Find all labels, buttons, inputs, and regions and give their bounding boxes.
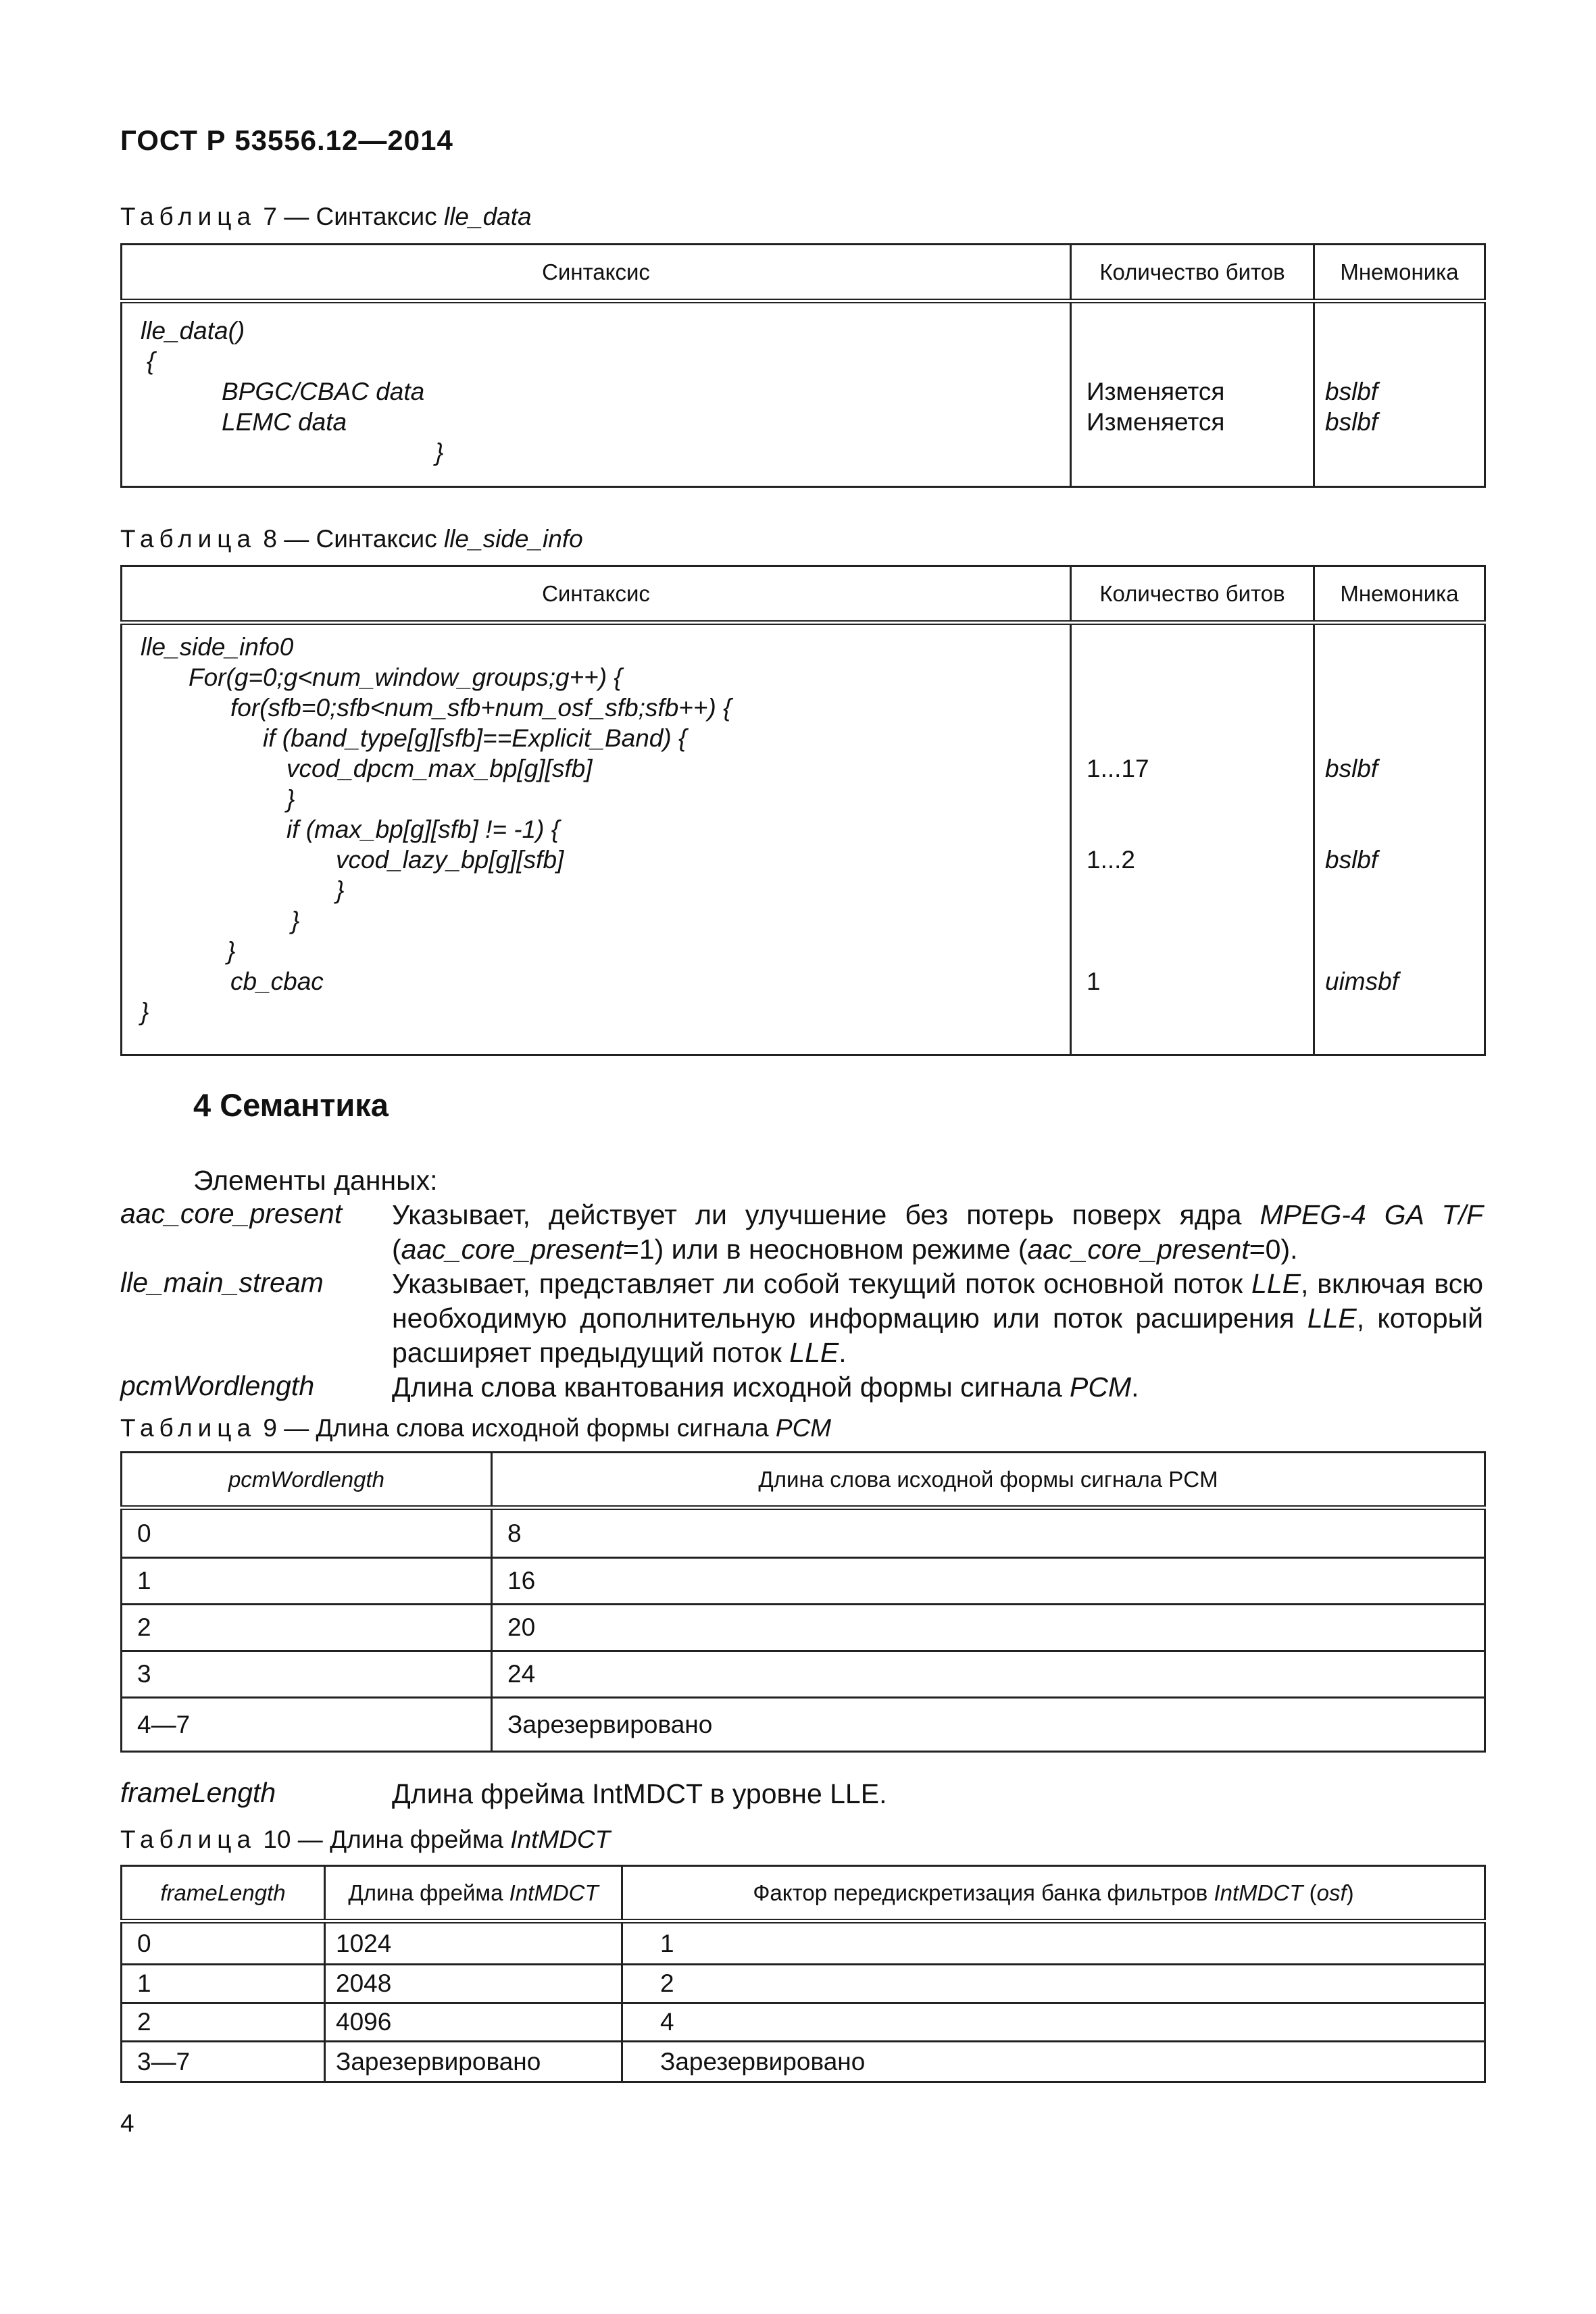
bits-cell: [1071, 301, 1314, 487]
syntax-line: }: [435, 438, 444, 466]
cell: 16: [492, 1558, 1485, 1605]
table9: [120, 1451, 1486, 1753]
cell: 3—7: [122, 2042, 325, 2082]
header-text: Длина фрейма: [348, 1880, 503, 1905]
col-syntax: Синтаксис: [122, 566, 1071, 623]
table8-caption: [120, 525, 583, 553]
def-text: .: [1131, 1372, 1139, 1403]
table10: [120, 1865, 1486, 2083]
table-row: [122, 1698, 1485, 1752]
term-aac-core-present: aac_core_present: [120, 1198, 343, 1229]
cell: 4—7: [122, 1698, 492, 1752]
def-term: MPEG-4 GA T/F: [1260, 1199, 1484, 1230]
table-row: [122, 1921, 1485, 1965]
bits-value: 1...17: [1087, 755, 1149, 782]
caption-label: Таблица: [120, 525, 257, 553]
bits-value: 1: [1087, 967, 1101, 995]
def-text: (: [392, 1234, 401, 1265]
bits-value: [1087, 662, 1313, 693]
cell: 0: [122, 1508, 492, 1558]
col-wordlength-value: Длина слова исходной формы сигнала PCM: [492, 1453, 1485, 1508]
definition-pcm-wordlength: [392, 1370, 1483, 1405]
cell: 20: [492, 1605, 1485, 1651]
def-text: .: [839, 1337, 847, 1368]
syntax-line: For(g=0;g<num_window_groups;g++) {: [189, 663, 622, 691]
def-text: =1) или в неосновном режиме (: [622, 1234, 1028, 1265]
cell: 0: [122, 1921, 325, 1965]
mnemonic-cell: [1314, 301, 1485, 487]
syntax-line: {: [147, 347, 155, 375]
bits-value: [1087, 875, 1313, 905]
table-row: [122, 1651, 1485, 1698]
mnemonic-value: bslbf: [1325, 755, 1378, 782]
cell: 4: [622, 2003, 1485, 2042]
def-term: LLE: [1307, 1303, 1357, 1334]
header-term: osf: [1316, 1880, 1347, 1905]
bits-value: 1...2: [1087, 846, 1135, 874]
caption-number: 10 — Длина фрейма: [263, 1826, 503, 1853]
syntax-line: if (band_type[g][sfb]==Explicit_Band) {: [263, 724, 687, 752]
def-term: LLE: [1251, 1268, 1301, 1299]
mnemonic-value: [1325, 632, 1484, 662]
bits-cell: [1071, 623, 1314, 1055]
caption-label: Таблица: [120, 1826, 257, 1853]
syntax-cell: [122, 301, 1071, 487]
cell: Зарезервировано: [622, 2042, 1485, 2082]
bits-value: [1087, 814, 1313, 845]
header-text: Фактор передискретизация банка фильтров: [753, 1880, 1208, 1905]
col-syntax: Синтаксис: [122, 245, 1071, 301]
bits-value: [1087, 784, 1313, 814]
syntax-line: if (max_bp[g][sfb] != -1) {: [286, 815, 560, 843]
def-term: PCM: [1070, 1372, 1132, 1403]
cell: 2: [122, 2003, 325, 2042]
caption-name: lle_side_info: [443, 525, 583, 553]
bits-value: Изменяется: [1087, 408, 1225, 436]
syntax-line: }: [141, 998, 149, 1026]
col-frame-length: frameLength: [122, 1866, 325, 1921]
col-bits: Количество битов: [1071, 566, 1314, 623]
col-mnemonic: Мнемоника: [1314, 245, 1485, 301]
def-text: Длина слова квантования исходной формы сигнала: [392, 1372, 1070, 1403]
cell: 1: [122, 1558, 492, 1605]
cell: 2: [622, 1965, 1485, 2003]
table8: [120, 565, 1486, 1056]
mnemonic-value: bslbf: [1325, 408, 1378, 436]
table-row: [122, 1605, 1485, 1651]
bits-value: [1087, 632, 1313, 662]
cell: Зарезервировано: [325, 2042, 622, 2082]
caption-number: 9 — Длина слова исходной формы сигнала: [263, 1414, 769, 1442]
mnemonic-cell: [1314, 623, 1485, 1055]
cell: 4096: [325, 2003, 622, 2042]
header-term: IntMDCT: [1214, 1880, 1303, 1905]
syntax-line: BPGC/CBAC data: [222, 378, 425, 405]
mnemonic-value: [1325, 723, 1484, 753]
def-text: , который расширяет предыдущий поток: [392, 1303, 1483, 1368]
table10-caption: [120, 1826, 610, 1854]
bits-value: [1087, 723, 1313, 753]
bits-value: [1087, 936, 1313, 966]
table7-caption: [120, 203, 532, 231]
data-elements-intro: Элементы данных:: [193, 1165, 438, 1196]
mnemonic-value: uimsbf: [1325, 967, 1399, 995]
table-row: [122, 1508, 1485, 1558]
table-row: [122, 2003, 1485, 2042]
cell: 1: [622, 1921, 1485, 1965]
mnemonic-value: [1325, 905, 1484, 936]
mnemonic-value: bslbf: [1325, 378, 1378, 405]
mnemonic-value: [1325, 936, 1484, 966]
def-term: LLE: [789, 1337, 839, 1368]
definition-lle-main-stream: [392, 1267, 1483, 1370]
caption-name: PCM: [775, 1414, 832, 1442]
syntax-line: vcod_dpcm_max_bp[g][sfb]: [286, 755, 593, 782]
cell: 8: [492, 1508, 1485, 1558]
table9-caption: [120, 1414, 831, 1442]
term-frame-length: frameLength: [120, 1777, 276, 1808]
syntax-line: for(sfb=0;sfb<num_sfb+num_osf_sfb;sfb++) {: [230, 694, 732, 722]
cell: Зарезервировано: [492, 1698, 1485, 1752]
caption-name: IntMDCT: [510, 1826, 611, 1853]
term-pcm-wordlength: pcmWordlength: [120, 1370, 315, 1401]
document-code: ГОСТ Р 53556.12—2014: [120, 124, 453, 156]
table-row: [122, 1965, 1485, 2003]
syntax-line: lle_side_info0: [141, 633, 294, 661]
page-number: 4: [120, 2109, 134, 2137]
mnemonic-value: [1325, 662, 1484, 693]
cell: 2048: [325, 1965, 622, 2003]
def-term: aac_core_present: [401, 1234, 623, 1265]
syntax-line: }: [291, 907, 300, 934]
mnemonic-value: [1325, 346, 1484, 376]
cell: 3: [122, 1651, 492, 1698]
bits-value: [1087, 346, 1313, 376]
cell: 1024: [325, 1921, 622, 1965]
syntax-line: }: [336, 876, 345, 904]
mnemonic-value: [1325, 875, 1484, 905]
cell: 1: [122, 1965, 325, 2003]
caption-label: Таблица: [120, 1414, 257, 1442]
mnemonic-value: [1325, 784, 1484, 814]
syntax-line: }: [286, 785, 295, 813]
mnemonic-value: bslbf: [1325, 846, 1378, 874]
caption-label: Таблица: [120, 203, 257, 230]
term-lle-main-stream: lle_main_stream: [120, 1267, 324, 1298]
syntax-line: }: [227, 937, 236, 965]
mnemonic-value: [1325, 316, 1484, 346]
section-title: 4 Семантика: [193, 1087, 389, 1123]
table-row: [122, 1558, 1485, 1605]
def-text: =0).: [1249, 1234, 1298, 1265]
bits-value: Изменяется: [1087, 378, 1225, 405]
caption-number: 7 — Синтаксис: [263, 203, 437, 230]
cell: 2: [122, 1605, 492, 1651]
def-text: Указывает, представляет ли собой текущий поток основной поток: [392, 1268, 1252, 1299]
mnemonic-value: [1325, 693, 1484, 723]
mnemonic-value: [1325, 814, 1484, 845]
col-pcm-wordlength: pcmWordlength: [122, 1453, 492, 1508]
syntax-cell: [122, 623, 1071, 1055]
syntax-line: cb_cbac: [230, 967, 324, 995]
col-mnemonic: Мнемоника: [1314, 566, 1485, 623]
bits-value: [1087, 316, 1313, 346]
col-oversampling-factor: Фактор передискретизация банка фильтров IntMDCT (osf): [622, 1866, 1485, 1921]
caption-number: 8 — Синтаксис: [263, 525, 437, 553]
def-text: , включая всю необходимую дополнительную информацию или поток расширения: [392, 1268, 1483, 1334]
bits-value: [1087, 905, 1313, 936]
bits-value: [1087, 693, 1313, 723]
table-row: [122, 2042, 1485, 2082]
definition-frame-length: Длина фрейма IntMDCT в уровне LLE.: [392, 1778, 887, 1809]
col-frame-size: [325, 1866, 622, 1921]
def-term: aac_core_present: [1027, 1234, 1249, 1265]
caption-name: lle_data: [443, 203, 532, 230]
syntax-line: vcod_lazy_bp[g][sfb]: [336, 846, 564, 874]
col-bits: Количество битов: [1071, 245, 1314, 301]
table7: [120, 243, 1486, 488]
definition-aac-core-present: [392, 1198, 1483, 1267]
cell: 24: [492, 1651, 1485, 1698]
syntax-line: lle_data(): [141, 317, 245, 345]
header-term: IntMDCT: [509, 1880, 599, 1905]
def-text: Указывает, действует ли улучшение без потерь поверх ядра: [392, 1199, 1260, 1230]
syntax-line: LEMC data: [222, 408, 347, 436]
